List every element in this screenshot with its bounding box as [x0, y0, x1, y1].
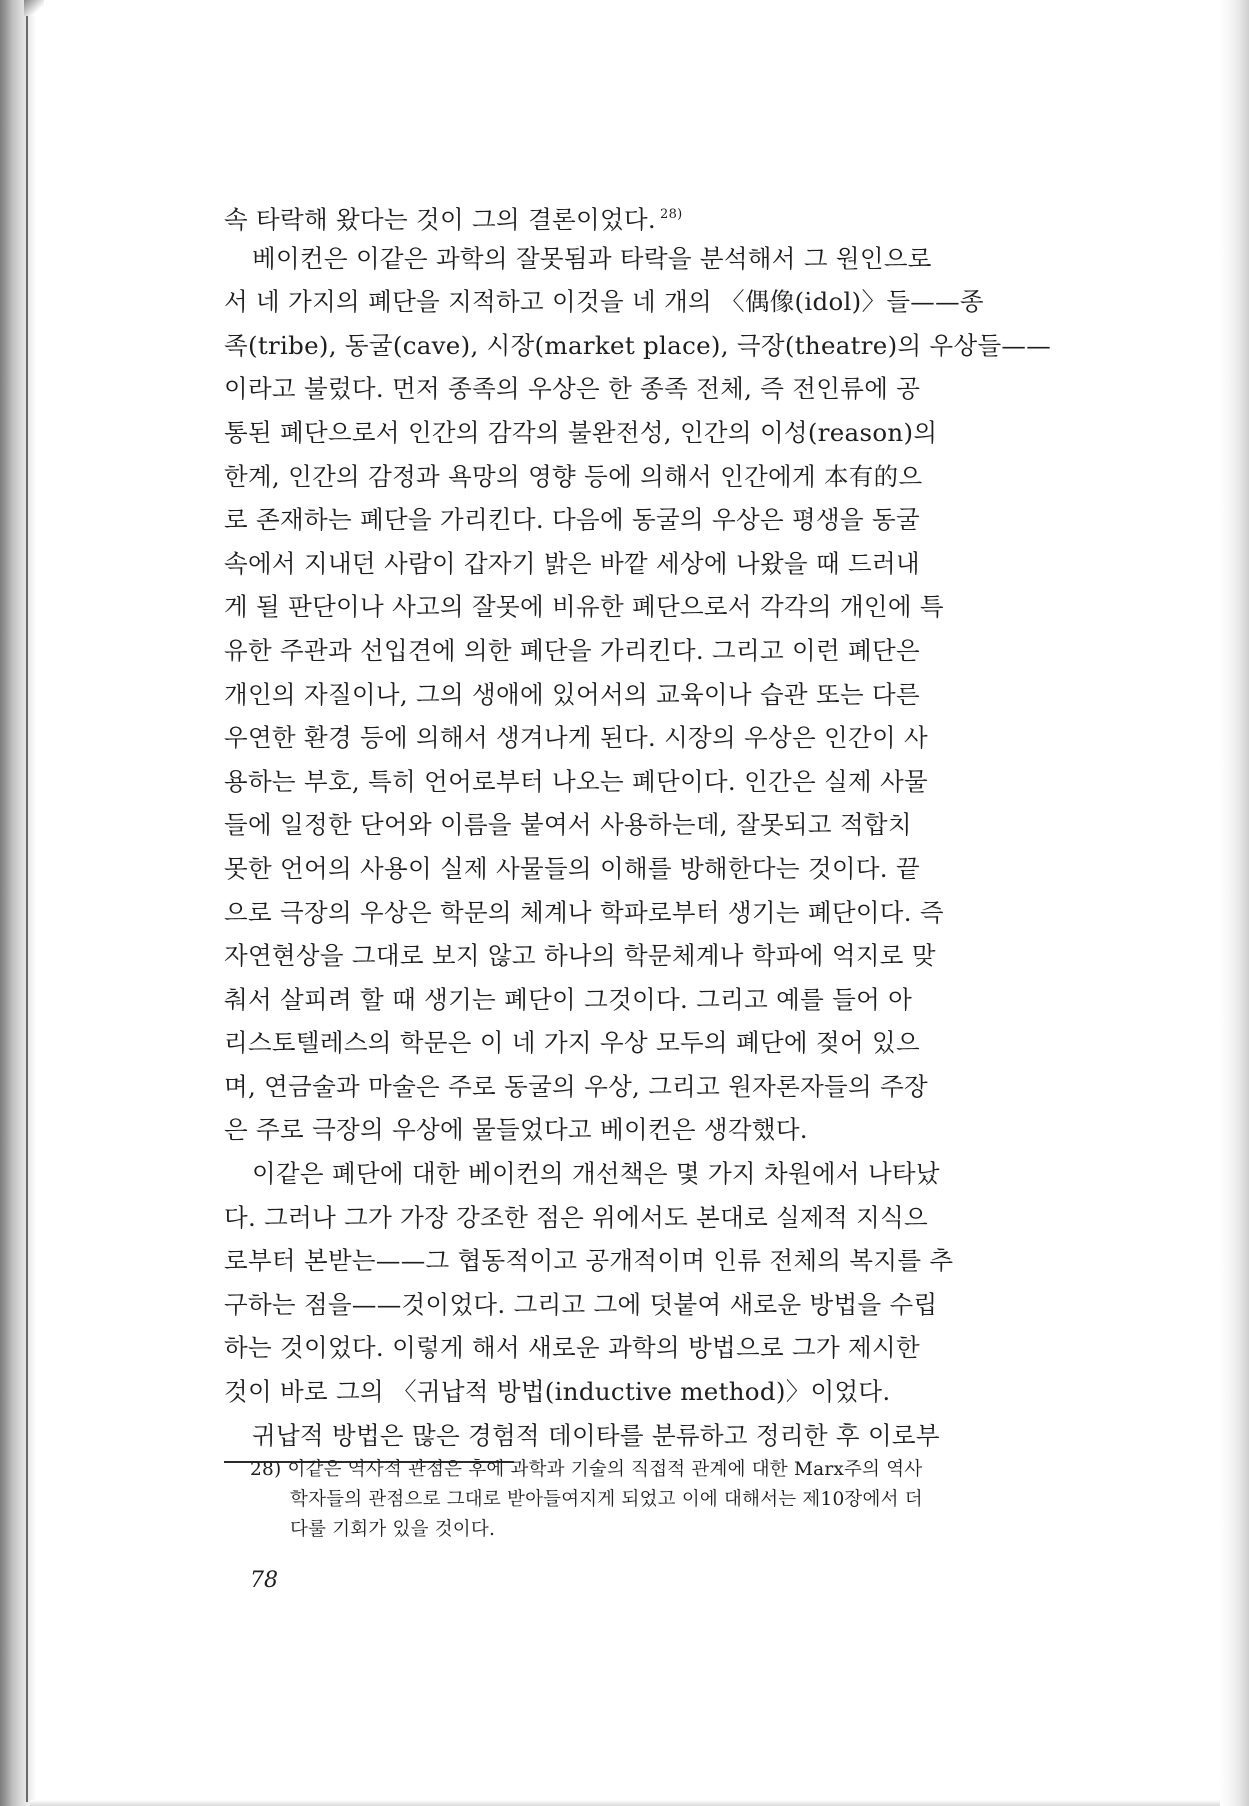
text-line — [224, 1326, 1068, 1370]
text-line-content: 베이컨은 이같은 과학의 잘못됨과 타락을 분석해서 그 원인으로 — [252, 243, 932, 273]
text-line — [224, 324, 1068, 368]
footnotes — [250, 1455, 1070, 1545]
text-line-content: 이같은 폐단에 대한 베이컨의 개선책은 몇 가지 차원에서 나타났 — [252, 1159, 940, 1189]
text-line — [224, 455, 1068, 499]
text-line — [224, 673, 1068, 717]
text-line — [224, 760, 1068, 804]
text-line-content: 서 네 가지의 폐단을 지적하고 이것을 네 개의 〈偶像(idol)〉들——종 — [224, 287, 984, 317]
text-line — [224, 1196, 1068, 1240]
text-line — [224, 1414, 1068, 1458]
text-line-content: 이라고 불렀다. 먼저 종족의 우상은 한 종족 전체, 즉 전인류에 공 — [224, 374, 921, 404]
text-line-content: 용하는 부호, 특히 언어로부터 나오는 폐단이다. 인간은 실제 사물 — [224, 766, 929, 796]
text-line-content: 은 주로 극장의 우상에 물들었다고 베이컨은 생각했다. — [224, 1115, 808, 1145]
text-line — [224, 629, 1068, 673]
text-line — [224, 1152, 1068, 1196]
text-line-content: 구하는 점을——것이었다. 그리고 그에 덧붙여 새로운 방법을 수립 — [224, 1289, 938, 1319]
page-binding-line — [26, 8, 28, 1802]
text-line — [224, 585, 1068, 629]
text-line-content: 우연한 환경 등에 의해서 생겨나게 된다. 시장의 우상은 인간이 사 — [224, 723, 929, 753]
text-line-content: 들에 일정한 단어와 이름을 붙여서 사용하는데, 잘못되고 적합치 — [224, 810, 912, 840]
page-left-edge-shadow — [0, 0, 36, 1806]
footnote-line: 학자들의 관점으로 그대로 받아들여지게 되었고 이에 대해서는 제10장에서 더 — [290, 1489, 923, 1510]
text-line — [224, 978, 1068, 1022]
text-line-content: 춰서 살피려 할 때 생기는 폐단이 그것이다. 그리고 예를 들어 아 — [224, 984, 913, 1014]
text-line-content: 로 존재하는 폐단을 가리킨다. 다음에 동굴의 우상은 평생을 동굴 — [224, 505, 920, 535]
text-line — [224, 411, 1068, 455]
text-line-content: 족(tribe), 동굴(cave), 시장(market place), 극장(theatre)의 우상들—— — [224, 330, 1052, 360]
text-line-content: 한계, 인간의 감정과 욕망의 영향 등에 의해서 인간에게 本有的으 — [224, 461, 923, 491]
text-line-content: 자연현상을 그대로 보지 않고 하나의 학문체계나 학파에 억지로 맞 — [224, 941, 936, 971]
text-line — [224, 1239, 1068, 1283]
text-line — [224, 847, 1068, 891]
text-line-content: 며, 연금술과 마술은 주로 동굴의 우상, 그리고 원자론자들의 주장 — [224, 1071, 929, 1101]
text-line — [224, 1021, 1068, 1065]
text-line-content: 못한 언어의 사용이 실제 사물들의 이해를 방해한다는 것이다. 끝 — [224, 853, 920, 883]
text-line-content: 속 타락해 왔다는 것이 그의 결론이었다. — [224, 205, 656, 234]
text-line-content: 으로 극장의 우상은 학문의 체계나 학파로부터 생기는 폐단이다. 즉 — [224, 897, 944, 927]
text-line-content: 개인의 자질이나, 그의 생애에 있어서의 교육이나 습관 또는 다른 — [224, 679, 920, 709]
text-line-content: 리스토텔레스의 학문은 이 네 가지 우상 모두의 폐단에 젖어 있으 — [224, 1028, 920, 1058]
text-line-content: 속에서 지내던 사람이 갑자기 밝은 바깥 세상에 나왔을 때 드러내 — [224, 548, 920, 578]
text-line — [224, 498, 1068, 542]
text-line — [224, 193, 1068, 237]
text-line-content: 유한 주관과 선입견에 의한 폐단을 가리킨다. 그리고 이런 폐단은 — [224, 635, 920, 665]
text-line-content: 통된 폐단으로서 인간의 감각의 불완전성, 인간의 이성(reason)의 — [224, 417, 938, 447]
footnote-reference: 28) — [660, 207, 683, 222]
text-line — [224, 542, 1068, 586]
page-bottom-shadow — [30, 1800, 1220, 1806]
text-line — [224, 891, 1068, 935]
text-line — [224, 803, 1068, 847]
text-line — [224, 1065, 1068, 1109]
text-line — [224, 367, 1068, 411]
text-line-content: 게 될 판단이나 사고의 잘못에 비유한 폐단으로서 각각의 개인에 특 — [224, 592, 944, 622]
text-line — [224, 280, 1068, 324]
text-line-content: 귀납적 방법은 많은 경험적 데이타를 분류하고 정리한 후 이로부 — [252, 1420, 940, 1450]
page-corner-fold — [24, 0, 44, 16]
text-line — [224, 716, 1068, 760]
text-line-content: 하는 것이었다. 이렇게 해서 새로운 과학의 방법으로 그가 제시한 — [224, 1333, 920, 1363]
text-line — [224, 237, 1068, 281]
footnote-line: 다룰 기회가 있을 것이다. — [290, 1519, 496, 1540]
text-line — [224, 1108, 1068, 1152]
text-line — [224, 1283, 1068, 1327]
text-line-content: 로부터 본받는——그 협동적이고 공개적이며 인류 전체의 복지를 추 — [224, 1246, 954, 1276]
text-line — [224, 1370, 1068, 1414]
footnote-line: 28) 이같은 역사적 관점은 후에 과학과 기술의 직접적 관계에 대한 Marx주의 역사 — [250, 1459, 923, 1480]
page-right-edge-shadow — [1219, 0, 1249, 1806]
text-line-content: 다. 그러나 그가 가장 강조한 점은 위에서도 본대로 실제적 지식으 — [224, 1202, 929, 1232]
text-line-content: 것이 바로 그의 〈귀납적 방법(inductive method)〉이었다. — [224, 1377, 891, 1407]
page-number: 78 — [250, 1568, 278, 1593]
text-line — [224, 934, 1068, 978]
body-text — [224, 193, 1068, 1463]
